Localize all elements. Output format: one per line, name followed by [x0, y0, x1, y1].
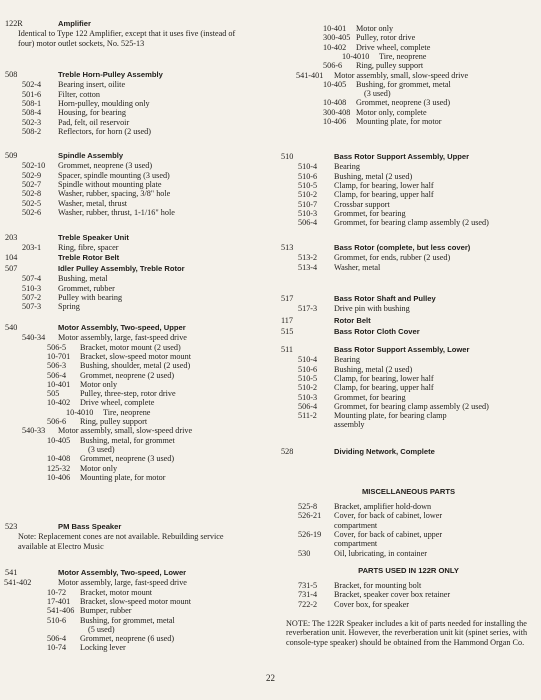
section-title: PM Bass Speaker [58, 522, 122, 531]
part-description: Clamp, for bearing, upper half [334, 383, 434, 393]
part-description: Grommet, for ends, rubber (2 used) [334, 253, 451, 263]
part-number: 540-34 [22, 333, 46, 343]
part-description: Bracket, amplifier hold-down [334, 502, 432, 511]
section-number: 510 [281, 152, 294, 161]
part-number: 10-406 [47, 472, 71, 482]
section-number: 540 [5, 323, 18, 332]
part-description: Grommet, for bearing clamp assembly (2 used) [334, 401, 489, 411]
part-number: 10-405 [323, 79, 347, 89]
part-number: 510-5 [298, 373, 318, 383]
part-description: Bushing, shoulder, metal (2 used) [80, 361, 191, 371]
part-number: 125-32 [47, 463, 71, 473]
section-title: Bass Rotor Shaft and Pulley [334, 294, 436, 303]
part-description: Grommet, neoprene (3 used) [80, 454, 175, 464]
part-description: Spring [58, 302, 80, 312]
part-description: Horn-pulley, moulding only [58, 98, 150, 108]
part-number: 540-33 [22, 426, 46, 436]
part-number: 510-4 [298, 162, 318, 172]
part-description: Ring, pulley support [356, 61, 424, 71]
part-description: Filter, cotton [58, 89, 100, 99]
part-description: Motor assembly, large, fast-speed drive [58, 578, 187, 588]
part-description: Bushing, metal (2 used) [334, 364, 413, 374]
section-title: Rotor Belt [334, 316, 371, 325]
part-description: Bracket, motor mount (2 used) [80, 342, 181, 352]
part-number: 731-5 [298, 581, 318, 590]
part-description: Bracket, slow-speed motor mount [80, 351, 191, 361]
part-number: 510-4 [298, 355, 318, 365]
part-description: Bushing, for grommet, metal [80, 615, 175, 625]
122r-parts-heading: PARTS USED IN 122R ONLY [358, 566, 459, 575]
part-description: Grommet, rubber [58, 283, 115, 293]
section-title: Treble Rotor Belt [58, 253, 120, 262]
section-number: 203 [5, 233, 18, 242]
section-number: 541 [5, 568, 18, 577]
part-description: Mounting plate, for motor [356, 117, 442, 126]
part-description: Cover box, for speaker [334, 599, 410, 609]
part-description: Bearing [334, 162, 360, 172]
section-number: 117 [281, 316, 293, 325]
part-number: 506-4 [298, 401, 318, 411]
part-description: Grommet, for bearing [334, 392, 406, 402]
part-description: Bearing [334, 355, 360, 365]
part-number: 300-405 [323, 33, 351, 43]
part-description: Cover, for back of cabinet, upper [334, 529, 443, 539]
part-number: 507-4 [22, 274, 42, 284]
section-note: Identical to Type 122 Amplifier, except that it uses five (instead of four) motor outlet sockets, No. 525-13 [18, 29, 236, 48]
part-number: 506-6 [47, 417, 67, 426]
part-description: Bearing insert, oilite [58, 80, 126, 90]
part-number: 203-1 [22, 243, 42, 253]
section-title: Idler Pulley Assembly, Treble Rotor [58, 264, 185, 273]
part-number: 731-4 [298, 590, 318, 600]
part-description: (3 used) [364, 89, 391, 99]
part-number: 513-4 [298, 262, 318, 272]
part-number: 502-7 [22, 179, 42, 189]
part-description: Drive pin with bushing [334, 304, 410, 314]
section-title: Bass Rotor Support Assembly, Upper [334, 152, 470, 161]
part-number: 510-2 [298, 190, 318, 200]
section-number: 517 [281, 294, 294, 303]
part-description: Drive wheel, complete [356, 42, 431, 52]
section-number: 104 [5, 253, 18, 262]
part-number: 506-4 [298, 218, 318, 228]
section-title: Motor Assembly, Two-speed, Upper [58, 323, 186, 332]
section-number: 511 [281, 345, 293, 354]
part-description: Mounting plate, for motor [80, 472, 166, 482]
part-description: Bushing, metal [58, 274, 108, 284]
part-description: Washer, rubber, spacing, 3/8" hole [58, 189, 171, 199]
part-number: 526-19 [298, 529, 322, 539]
part-description: Grommet, neoprene (3 used) [58, 161, 153, 171]
part-description: Washer, metal [334, 262, 381, 272]
section-number: 507 [5, 264, 18, 273]
part-description: Motor assembly, large, fast-speed drive [58, 333, 187, 343]
part-description: compartment [334, 539, 378, 549]
part-number: 517-3 [298, 304, 318, 314]
section-number: 513 [281, 243, 294, 252]
part-number: 510-6 [298, 364, 318, 374]
section-title: Treble Speaker Unit [58, 233, 129, 242]
section-number: 528 [281, 447, 294, 456]
part-description: Bracket, slow-speed motor mount [80, 596, 191, 606]
part-number: 10-701 [47, 351, 71, 361]
part-description: Ring, fibre, spacer [58, 243, 119, 253]
part-description: Motor assembly, small, slow-speed drive [58, 426, 193, 436]
part-number: 10-4010 [66, 407, 94, 417]
part-number: 510-6 [47, 615, 67, 625]
part-description: Grommet, for bearing clamp assembly (2 used) [334, 218, 489, 228]
part-description: Housing, for bearing [58, 108, 126, 118]
part-description: (3 used) [88, 444, 115, 454]
part-number: 502-10 [22, 161, 46, 171]
part-description: Crossbar support [334, 199, 390, 209]
part-description: compartment [334, 520, 378, 530]
part-number: 525-8 [298, 502, 318, 511]
part-number: 10-74 [47, 643, 67, 653]
part-description: Grommet, for bearing [334, 208, 406, 218]
part-description: Bushing, metal (2 used) [334, 171, 413, 181]
section-number: 122R [5, 19, 23, 28]
part-number: 510-3 [22, 283, 42, 293]
part-number: 10-402 [323, 42, 347, 52]
part-description: Pulley, three-step, rotor drive [80, 389, 176, 399]
part-number: 505 [47, 389, 60, 399]
reverb-note: NOTE: The 122R Speaker includes a kit of parts needed for installing the reverberation unit. However, the reverberation unit kit (spinet series, with console-type speaker) should be obtained from the Hammond Organ Co. [286, 619, 528, 647]
part-description: (5 used) [88, 624, 115, 634]
part-number: 10-72 [47, 587, 67, 597]
section-title: Dividing Network, Complete [334, 447, 435, 456]
part-description: Clamp, for bearing, upper half [334, 190, 434, 200]
part-description: Reflectors, for horn (2 used) [58, 126, 151, 136]
part-number: 510-3 [298, 208, 318, 218]
part-description: Motor only [356, 24, 394, 33]
part-number: 510-7 [298, 199, 318, 209]
part-description: Mounting plate, for bearing clamp [334, 411, 447, 421]
part-description: Pulley with bearing [58, 292, 123, 302]
misc-parts-heading: MISCELLANEOUS PARTS [361, 487, 456, 496]
section-number: 515 [281, 327, 294, 336]
part-description: Bushing, for grommet, metal [356, 79, 451, 89]
part-number: 541-406 [47, 606, 75, 616]
section-number: 523 [5, 522, 18, 531]
part-number: 511-2 [298, 411, 317, 421]
section-number: 509 [5, 151, 18, 160]
part-number: 10-401 [47, 379, 71, 389]
part-number: 10-408 [323, 98, 347, 108]
part-description: Motor only, complete [356, 107, 427, 117]
part-number: 502-3 [22, 117, 42, 127]
part-description: Pad, felt, oil reservoir [58, 117, 130, 127]
part-number: 506-4 [47, 370, 67, 380]
section-title: Motor Assembly, Two-speed, Lower [58, 568, 187, 577]
part-number: 501-6 [22, 89, 42, 99]
section-title: Amplifier [58, 19, 91, 28]
part-number: 502-9 [22, 170, 42, 180]
part-description: Drive wheel, complete [80, 398, 155, 408]
section-title: Spindle Assembly [58, 151, 124, 160]
part-description: Clamp, for bearing, lower half [334, 180, 434, 190]
part-number: 502-8 [22, 189, 42, 199]
part-description: Ring, pulley support [80, 417, 148, 426]
part-number: 513-2 [298, 253, 318, 263]
part-number: 510-2 [298, 383, 318, 393]
part-number: 10-408 [47, 454, 71, 464]
part-description: Locking lever [80, 643, 126, 653]
part-description: Spacer, spindle mounting (3 used) [58, 170, 170, 180]
part-number: 722-2 [298, 599, 318, 609]
part-description: Grommet, neoprene (2 used) [80, 370, 175, 380]
part-number: 10-402 [47, 398, 71, 408]
part-number: 530 [298, 548, 311, 558]
part-number: 526-21 [298, 511, 322, 521]
part-description: Clamp, for bearing, lower half [334, 373, 434, 383]
part-number: 510-3 [298, 392, 318, 402]
part-description: Spindle without mounting plate [58, 179, 162, 189]
page-number: 22 [266, 673, 275, 683]
part-number: 507-3 [22, 302, 42, 312]
section-title: Bass Rotor Support Assembly, Lower [334, 345, 470, 354]
section-title: Bass Rotor (complete, but less cover) [334, 243, 471, 252]
part-number: 506-6 [323, 61, 343, 71]
part-number: 506-4 [47, 634, 67, 644]
part-number: 10-401 [323, 24, 347, 33]
part-description: Motor assembly, small, slow-speed drive [334, 70, 469, 80]
part-description: Grommet, neoprene (3 used) [356, 98, 451, 108]
part-number: 502-4 [22, 80, 42, 90]
part-description: Grommet, neoprene (6 used) [80, 634, 175, 644]
part-description: assembly [334, 420, 365, 430]
part-number: 507-2 [22, 292, 42, 302]
part-number: 506-5 [47, 342, 67, 352]
part-number: 502-6 [22, 207, 42, 217]
part-number: 508-2 [22, 126, 42, 136]
section-title: Treble Horn-Pulley Assembly [58, 70, 163, 79]
section-title: Bass Rotor Cloth Cover [334, 327, 420, 336]
part-number: 10-405 [47, 435, 71, 445]
part-number: 510-5 [298, 180, 318, 190]
section-number: 508 [5, 70, 18, 79]
part-number: 506-3 [47, 361, 67, 371]
part-number: 10-4010 [342, 51, 370, 61]
part-description: Washer, metal, thrust [58, 198, 128, 208]
part-description: Bracket, for mounting bolt [334, 581, 422, 590]
part-description: Bracket, motor mount [80, 587, 153, 597]
part-number: 17-401 [47, 596, 71, 606]
part-description: Washer, rubber, thrust, 1-1/16" hole [58, 207, 175, 217]
part-number: 508-1 [22, 98, 42, 108]
part-description: Bushing, metal, for grommet [80, 435, 175, 445]
part-number: 300-408 [323, 107, 351, 117]
part-description: Bracket, speaker cover box retainer [334, 590, 451, 600]
part-description: Oil, lubricating, in container [334, 548, 427, 558]
part-number: 508-4 [22, 108, 42, 118]
part-number: 10-406 [323, 117, 347, 126]
part-description: Motor only [80, 463, 118, 473]
part-number: 510-6 [298, 171, 318, 181]
part-description: Pulley, rotor drive [356, 33, 416, 43]
part-description: Motor only [80, 379, 118, 389]
part-description: Tire, neoprene [103, 407, 151, 417]
part-description: Bumper, rubber [80, 606, 132, 616]
part-number: 541-402 [4, 578, 32, 588]
part-number: 502-5 [22, 198, 42, 208]
part-description: Tire, neoprene [379, 51, 427, 61]
section-note: Note: Replacement cones are not available. Rebuilding service available at Electro Music [18, 532, 224, 551]
part-number: 541-401 [296, 70, 324, 80]
part-description: Cover, for back of cabinet, lower [334, 511, 443, 521]
